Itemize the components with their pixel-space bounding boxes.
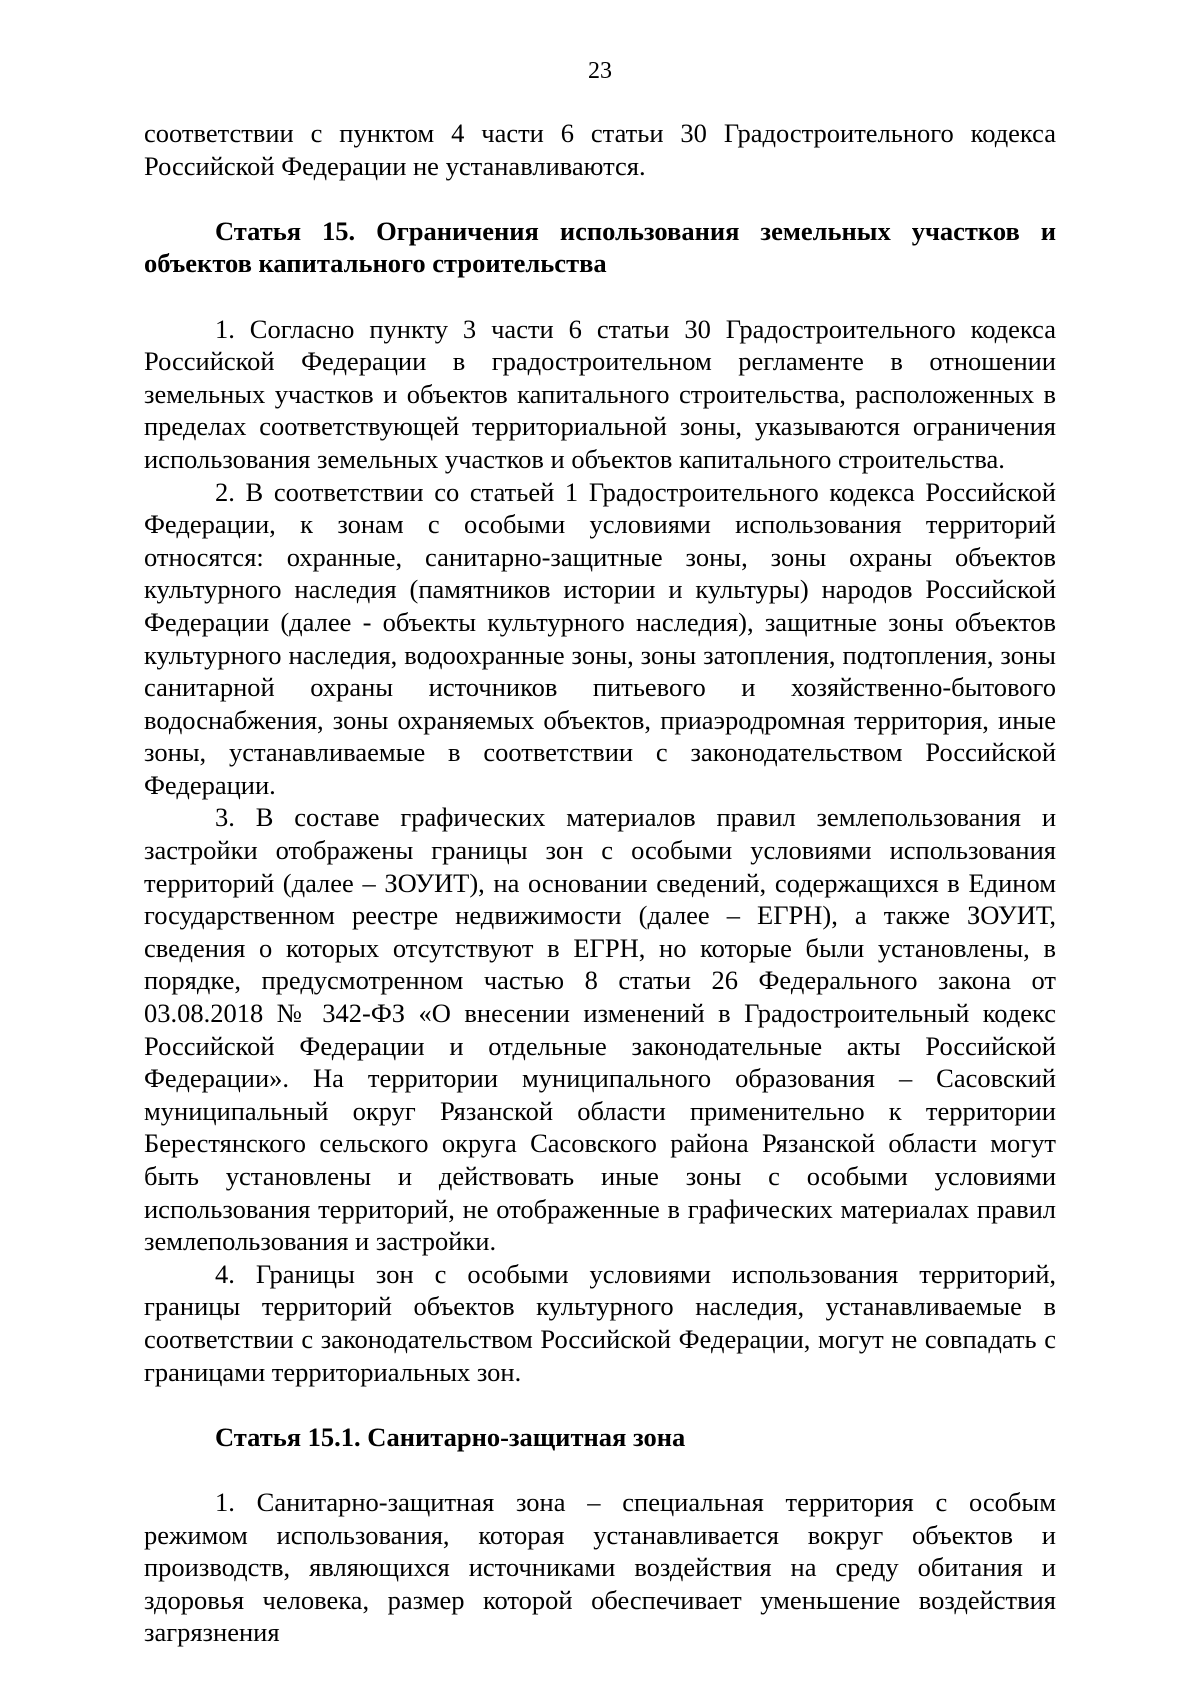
article-15-1-paragraph-1: 1. Санитарно-защитная зона – специальная территория с особым режимом использования, которая устанавливается вокруг объектов и производств, являющихся источниками воздействия на среду обитания и здоровья человека, размер которой обеспечивает уменьшение воздействия загрязнения [144, 1486, 1056, 1648]
article-15-1-heading: Статья 15.1. Санитарно-защитная зона [215, 1421, 686, 1452]
spacer [144, 280, 1056, 313]
article-15-paragraph-3: 3. В составе графических материалов правил землепользования и застройки отображены границы зон с особыми условиями использования территорий (далее – ЗОУИТ), на основании сведений, содержащихся в Едином государственном реестре недвижимости (далее – ЕГРН), а также ЗОУИТ, сведения о которых отсутствуют в ЕГРН, но которые были установлены, в порядке, предусмотренном частью 8 статьи 26 Федерального закона от 03.08.2018 № 342-ФЗ «О внесении изменений в Градостроительный кодекс Российской Федерации и отдельные законодательные акты Российской Федерации». На территории муниципального образования – Сасовский муниципальный округ Рязанской области применительно к территории Берестянского сельского округа Сасовского района Рязанской области могут быть установлены и действовать иные зоны с особыми условиями использования территорий, не отображенные в графических материалах правил землепользования и застройки. [144, 802, 1056, 1257]
page-content [144, 117, 1056, 1649]
spacer [144, 1388, 1056, 1421]
article-15-paragraph-1: 1. Согласно пункту 3 части 6 статьи 30 Градостроительного кодекса Российской Федерации в градостроительном регламенте в отношении земельных участков и объектов капитального строительства, расположенных в пределах соответствующей территориальной зоны, указываются ограничения использования земельных участков и объектов капитального строительства. [144, 313, 1056, 474]
spacer [144, 1453, 1056, 1486]
page-number: 23 [588, 58, 612, 84]
article-15-paragraph-4: 4. Границы зон с особыми условиями использования территорий, границы территорий объектов культурного наследия, устанавливаемые в соответствии с законодательством Российской Федерации, могут не совпадать с границами территориальных зон. [144, 1258, 1056, 1387]
spacer [144, 182, 1056, 215]
article-15-paragraph-2: 2. В соответствии со статьей 1 Градостроительного кодекса Российской Федерации, к зонам с особыми условиями использования территорий относятся: охранные, санитарно-защитные зоны, зоны охраны объектов культурного наследия (памятников истории и культуры) народов Российской Федерации (далее - объекты культурного наследия), защитные зоны объектов культурного наследия, водоохранные зоны, зоны затопления, подтопления, зоны санитарной охраны источников питьевого и хозяйственно-бытового водоснабжения, зоны охраняемых объектов, приаэродромная территория, иные зоны, устанавливаемые в соответствии с законодательством Российской Федерации. [144, 476, 1056, 800]
intro-paragraph: соответствии с пунктом 4 части 6 статьи 30 Градостроительного кодекса Российской Федерации не устанавливаются. [144, 118, 1056, 181]
article-15-heading: Статья 15. Ограничения использования земельных участков и объектов капитального строительства [144, 215, 1056, 279]
